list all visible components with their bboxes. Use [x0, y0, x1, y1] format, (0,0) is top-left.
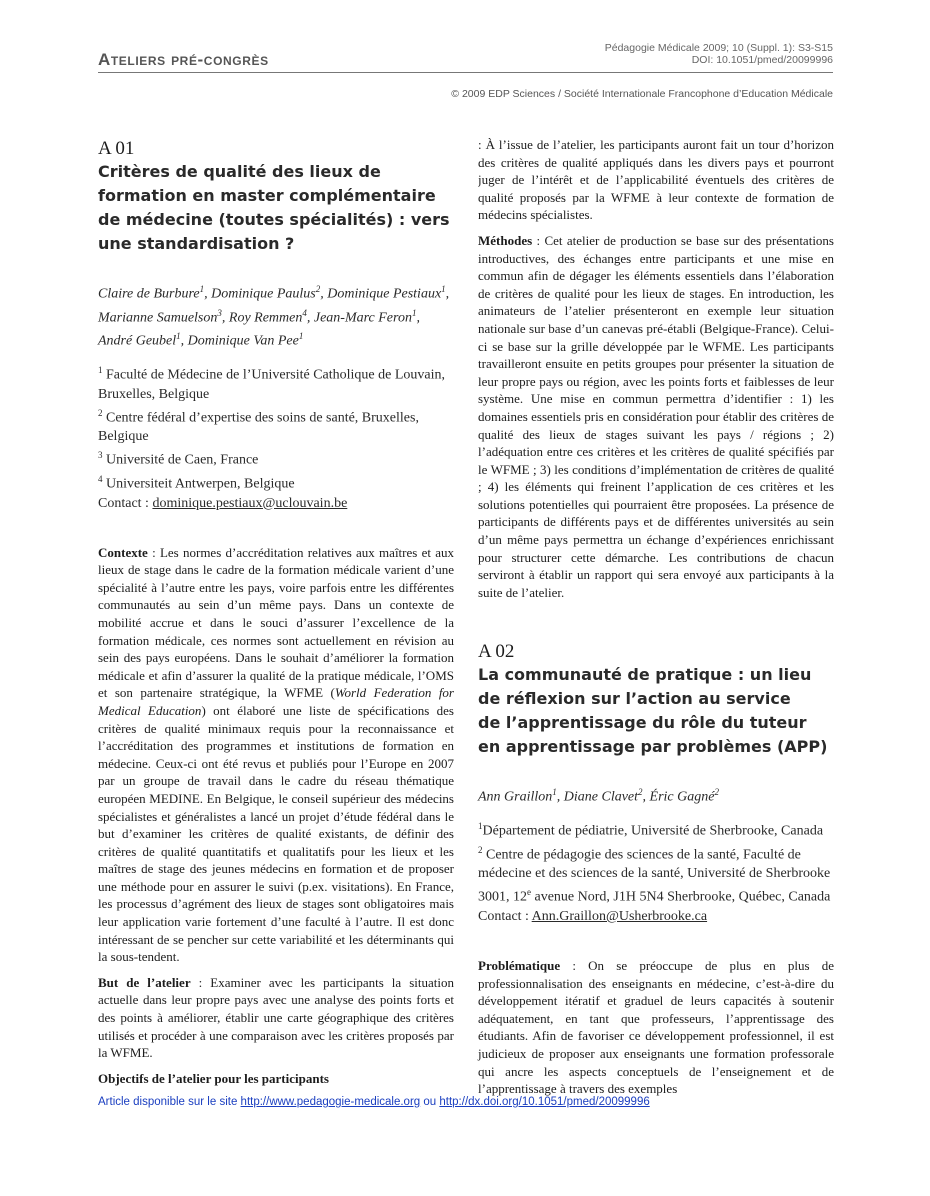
text-methodes: : Cet atelier de production se base sur des présentations introductives, des échanges entre participants et une mise en commun afin de dégager les éléments essentiels dans l’élaboration de critères de qualité pour les lieux de stages. En introduction, les animateurs de l’atelier présenteront en exemple leur situation nationale sur base d’un canevas pré-établi (Belgique-France). Celui-ci se base sur la grille développée par le WFME. Les participants travailleront ensuite en petits groupes pour présenter la situation de leur propre pays ou région, avec les points forts et faiblesses de leur système. Une mise en commun permettra d’identifier : 1) les domaines essentiels pris en considération pour établir des critères de qualité des lieux de stages suivant les pays / régions ; 2) l’adéquation entre ces critères et les critères de qualité spécifiés par le WFME ; 3) les conditions d’implémentation de critères de qualité ; 4) les éléments qui freinent l’application de ces critères et les solutions potentielles qui pourraient être proposées. La présence de participants de différents pays et de différentes universités au sein d’un même pays permettra un échange d’expériences enrichissant pour structurer cette démarche. Les contributions de chacun serviront à établir un rapport qui sera envoyé aux participants à la suite de l’atelier. [478, 232, 834, 600]
paragraph-objectifs [98, 1070, 454, 1088]
author-affiliation-marker: 2 [638, 787, 643, 798]
author-affiliation-marker: 2 [714, 787, 719, 798]
text-problematique: : On se préoccupe de plus en plus de professionnalisation des enseignants en médecine, c’est-à-dire du développement itératif et graduel de leurs capacités à soutenir adéquatement, en tant que professeurs, l’apprentissage des étudiants. Afin de favoriser ce développement professionnel, il est judicieux de proposer aux enseignants une formation professorale qui ancre les aspects conceptuels de l’enseignement et de l’apprentissage à travers des exemples [478, 958, 834, 1097]
author-name: Dominique Paulus [211, 286, 316, 302]
paragraph-methodes [478, 232, 834, 601]
text-contexte-italic: World Federation for Medical Education [98, 685, 454, 718]
affiliation-item [98, 404, 454, 447]
copyright-line: © 2009 EDP Sciences / Société Internationale Francophone d’Education Médicale [451, 88, 833, 100]
article-number-a01: A 01 [98, 138, 135, 159]
affiliation-marker: 2 [478, 844, 483, 855]
article-title-a01: Critères de qualité des lieux de formation en master complémentaire de médecine (toutes spécialités) : vers une standardisation ? [98, 162, 450, 253]
affiliation-marker: 1 [478, 821, 483, 832]
affiliation-text: Universiteit Antwerpen, Belgique [106, 476, 295, 492]
text-but: : Examiner avec les participants la situation actuelle dans leur propre pays avec une analyse des points forts et des points à améliorer, établir une carte géographique des critères utilisés et procéder à une comparaison avec les critères proposés par la WFME. [98, 974, 454, 1061]
journal-citation [605, 42, 833, 66]
contact-email-link[interactable]: dominique.pestiaux@uclouvain.be [152, 495, 348, 511]
author-separator: , [306, 310, 314, 326]
affiliation-marker: 3 [98, 450, 103, 461]
author-separator: , [204, 286, 212, 302]
label-objectifs: Objectifs de l’atelier pour les participants [98, 1070, 329, 1086]
ordinal-suffix: e [527, 887, 531, 898]
left-column [98, 138, 454, 1087]
author-separator: , [221, 310, 229, 326]
right-column [478, 136, 834, 1098]
title-line: de l’apprentissage du rôle du tuteur [478, 713, 807, 733]
affiliation-text: Université de Caen, France [106, 452, 259, 468]
affiliation-item [98, 446, 454, 470]
affiliation-marker: 2 [98, 407, 103, 418]
journal-line: Pédagogie Médicale 2009; 10 (Suppl. 1): S3-S15 [604, 42, 833, 54]
affiliation-list-a01 [98, 361, 454, 494]
author-separator: , [556, 790, 564, 806]
affiliation-text: Centre fédéral d’expertise des soins de santé, Bruxelles, Belgique [98, 410, 419, 445]
author-affiliation-marker: 2 [315, 284, 321, 294]
author-affiliation-marker: 1 [441, 284, 446, 294]
footer-doi-link[interactable]: http://dx.doi.org/10.1051/pmed/20099996 [439, 1096, 650, 1108]
footer-mid: ou [420, 1096, 440, 1108]
footer-site-link[interactable]: http://www.pedagogie-medicale.org [240, 1096, 421, 1108]
author-name: André Geubel [98, 333, 177, 349]
author-list-a02 [478, 783, 834, 807]
affiliation-text: avenue Nord, J1H 5N4 Sherbrooke, Québec, Canada [531, 890, 831, 906]
footer-availability [98, 1096, 650, 1108]
title-line: de réflexion sur l’action au service [478, 689, 791, 709]
paragraph-objectifs-continued: : À l’issue de l’atelier, les participants auront fait un tour d’horizon des critères de qualité appliqués dans les divers pays et pourront juger de l’intérêt et de l’applicabilité éventuels des critères de qualité proposés par la WFME à leur contexte de formation de médecins spécialistes. [478, 137, 834, 223]
author-affiliation-marker: 1 [552, 787, 557, 798]
author-name: Éric Gagné [649, 790, 715, 806]
paragraph-but [98, 974, 454, 1062]
affiliation-text: Département de pédiatrie, Université de Sherbrooke, Canada [482, 823, 824, 839]
author-separator: , [320, 286, 328, 302]
paragraph-problematique [478, 957, 834, 1098]
text-contexte-1: : Les normes d’accréditation relatives aux maîtres et aux lieux de stage dans le cadre de la formation médicale varient d’une spécialité à l’autre entre les pays, voire parfois entre les différentes communautés au sein d’un même pays. Dans un contexte de mobilité accrue et dans le souci d’assurer l’excellence de la formation médicale, ces normes sont actuellement en révision au sein des pays européens. Dans le souhait d’améliorer la formation médicale et afin d’assurer la qualité de la pratique médicale, l’OMS et son partenaire stratégique, la WFME ( [98, 544, 454, 701]
author-name: Marianne Samuelson [98, 310, 218, 326]
running-section-title: Ateliers pré-congrès [98, 50, 269, 69]
affiliation-item [98, 470, 454, 494]
affiliation-text: Centre de pédagogie des sciences de la santé, Faculté de médecine et des sciences de la santé, Université de Sherbrooke 3001, 12 [478, 847, 831, 906]
article-number-a02: A 02 [478, 641, 515, 663]
affiliation-item [98, 361, 454, 404]
contact-a02 [478, 907, 834, 926]
affiliation-item [478, 817, 834, 841]
affiliation-list-a02 [478, 817, 834, 907]
affiliation-marker: 1 [98, 364, 103, 375]
label-methodes: Méthodes [478, 232, 533, 248]
affiliation-marker: 4 [98, 473, 103, 484]
author-affiliation-marker: 1 [176, 331, 181, 342]
title-line: en apprentissage par problèmes (APP) [478, 737, 828, 757]
contact-label: Contact : [478, 909, 532, 925]
contact-label: Contact : [98, 495, 153, 511]
author-separator: , [642, 790, 650, 806]
label-contexte: Contexte [98, 544, 148, 560]
author-separator: , [416, 310, 420, 326]
author-separator: , [180, 333, 188, 349]
label-but: But de l’atelier [98, 974, 191, 990]
author-affiliation-marker: 3 [217, 307, 222, 318]
paragraph-contexte [98, 544, 454, 966]
author-affiliation-marker: 1 [411, 307, 417, 318]
author-separator: , [445, 286, 450, 302]
label-problematique: Problématique [478, 958, 561, 974]
author-affiliation-marker: 1 [199, 284, 205, 294]
author-affiliation-marker: 4 [302, 307, 307, 318]
author-affiliation-marker: 1 [298, 331, 304, 342]
contact-a01 [98, 494, 454, 513]
author-name: Claire de Burbure [98, 286, 200, 302]
author-name: Dominique Pestiaux [327, 286, 442, 302]
author-list-a01 [98, 280, 454, 351]
affiliation-text: Faculté de Médecine de l’Université Catholique de Louvain, Bruxelles, Belgique [98, 367, 446, 402]
author-name: Diane Clavet [563, 790, 639, 806]
contact-email-link[interactable]: Ann.Graillon@Usherbrooke.ca [531, 909, 708, 925]
title-line: La communauté de pratique : un lieu [478, 665, 812, 685]
text-contexte-2: ) ont élaboré une liste de spécifications des critères de qualité minimaux requis pour la reconnaissance et l’accréditation des programmes et institutions de formation en médecine. Ceux-ci ont été revus et publiés pour l’Europe en 2007 par un groupe de travail dans le cadre du réseau thématique européen MEDINE. En Belgique, le conseil supérieur des médecins spécialistes et généralistes a lancé un projet d’étude fédéral dans le but d’examiner les critères de qualité existants, de définir des critères de qualité quantitatifs et qualitatifs pour les lieux et les maîtres de stage des jeunes médecins en formation et de proposer une méthode pour en assurer le suivi (p.ex. visitations). En France, les processus d’agrément des lieux de stages sont obligatoires mais leur application varie fortement d’une faculté à l’autre. Il est donc intéressant de se pencher sur cette variabilité et les déterminants qui la sous-tendent. [98, 702, 454, 965]
author-name: Ann Graillon [478, 790, 553, 806]
article-title-a02 [478, 663, 834, 759]
affiliation-item [478, 841, 834, 907]
doi-line: DOI: 10.1051/pmed/20099996 [691, 54, 833, 66]
author-name: Jean-Marc Feron [313, 310, 412, 326]
author-name: Dominique Van Pee [187, 333, 299, 349]
footer-prefix: Article disponible sur le site [98, 1096, 241, 1108]
header-divider [98, 72, 833, 73]
author-name: Roy Remmen [228, 310, 303, 326]
